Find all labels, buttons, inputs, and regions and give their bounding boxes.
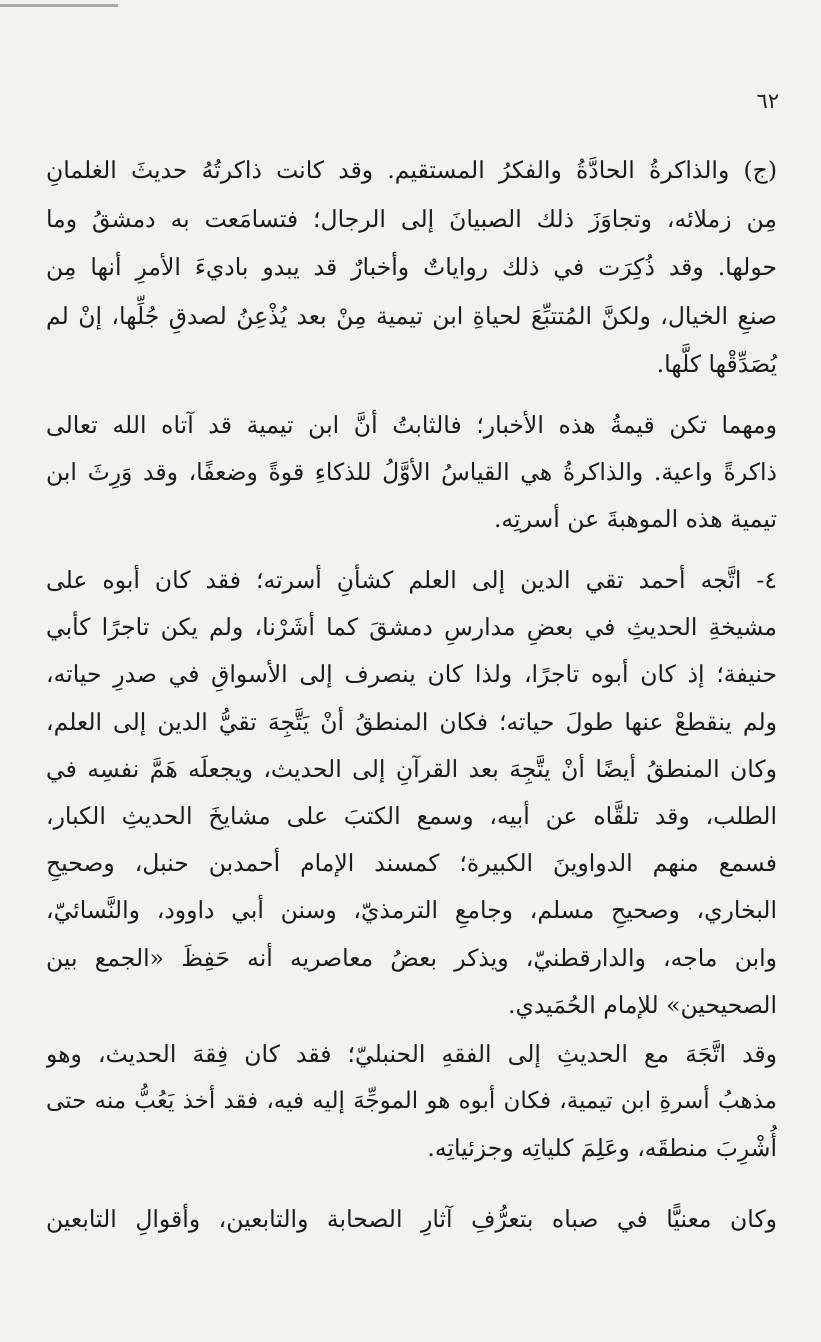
text-line: صنعِ الخيال، ولكنَّ المُتتبِّعَ لحياةِ ابن تيمية مِنْ بعد يُذْعِنُ لصدقِ جُلِّها، إنْ لم <box>46 301 777 330</box>
text-line: البخاري، وصحيحِ مسلم، وجامعِ الترمذيّ، وسنن أبي داوود، والنَّسائيّ، <box>46 896 777 925</box>
text-line: مذهبُ أسرةِ ابن تيمية، فكان أبوه هو الموجِّهَ إليه فيه، فقد أخذ يَعُبُّ منه حتى <box>46 1088 777 1114</box>
page-number: ٦٢ <box>756 89 779 113</box>
text-line: مِن زملائه، وتجاوَزَ ذلك الصبيانَ إلى الرجال؛ فتسامَعت به دمشقُ وما <box>46 204 777 233</box>
text-line: فسمع منهم الدواوينَ الكبيرة؛ كمسند الإمام أحمدبن حنبل، وصحيحِ <box>46 849 777 878</box>
text-line: يُصَدِّقْها كلَّها. <box>656 350 777 378</box>
paragraph-hanbali-fiqh <box>46 1031 777 1172</box>
text-line: وابن ماجه، والدارقطنيّ، ويذكر بعضُ معاصريه أنه حَفِظَ «الجمع بين <box>46 943 777 972</box>
text-line: حولها. وقد ذُكِرَت في ذلك رواياتٌ وأخبارٌ قد يبدو باديءَ الأمرِ أنها مِن <box>46 253 777 281</box>
text-line: وكان المنطقُ أيضًا أنْ يتَّجِهَ بعد القرآنِ إلى الحديث، ويجعلَه هَمَّ نفسِه في <box>46 754 777 783</box>
text-line: وكان معنيًّا في صباه بتعرُّفِ آثارِ الصحابة والتابعين، وأقوالِ التابعين <box>46 1205 777 1233</box>
paragraph-companions <box>46 1196 777 1243</box>
corner-rule <box>0 4 118 7</box>
text-line: ذاكرةً واعية. والذاكرةُ هي القياسُ الأوَّلُ للذكاءِ قوةً وضعفًا، وقد وَرِثَ ابن <box>46 458 777 486</box>
text-line: أُشْرِبَ منطقَه، وعَلِمَ كلياتِه وجزئياتِه. <box>427 1134 777 1162</box>
text-line: ولم ينقطعْ عنها طولَ حياته؛ فكان المنطقُ أنْ يَتَّجِهَ تقيُّ الدين إلى العلم، <box>46 707 777 736</box>
text-line: حنيفة؛ إذ كان أبوه تاجرًا، ولذا كان ينصرف إلى الأسواقِ في صدرِ حياته، <box>46 660 777 689</box>
text-line: (ج) والذاكرةُ الحادَّةُ والفكرُ المستقيم. وقد كانت ذاكرتُهُ حديثَ الغلمانِ <box>46 156 777 184</box>
text-line: وقد اتَّجَهَ مع الحديثِ إلى الفقهِ الحنبليّ؛ فقد كان فِقهَ الحديث، وهو <box>46 1040 777 1068</box>
paragraph-section-4 <box>46 557 777 1029</box>
text-line: الطلب، وقد تلقَّاه عن أبيه، وسمع الكتبَ على مشايخَ الحديثِ الكبار، <box>46 802 777 831</box>
text-line: تيمية هذه الموهبةَ عن أسرتِه. <box>493 505 777 533</box>
text-line: ٤- اتَّجه أحمد تقي الدين إلى العلم كشأنِ أسرته؛ فقد كان أبوه على <box>46 566 777 594</box>
text-line: ومهما تكن قيمةُ هذه الأخبار؛ فالثابتُ أنَّ ابن تيمية قد آتاه الله تعالى <box>46 411 777 439</box>
paragraph-news-value <box>46 402 777 543</box>
text-line: الصحيحين» للإمام الحُمَيدي. <box>507 990 777 1019</box>
paragraph-memory <box>46 146 777 389</box>
text-line: مشيخةِ الحديثِ في بعضِ مدارسِ دمشقَ كما أشَرْنا، ولم يكن تاجرًا كأبي <box>46 613 777 642</box>
